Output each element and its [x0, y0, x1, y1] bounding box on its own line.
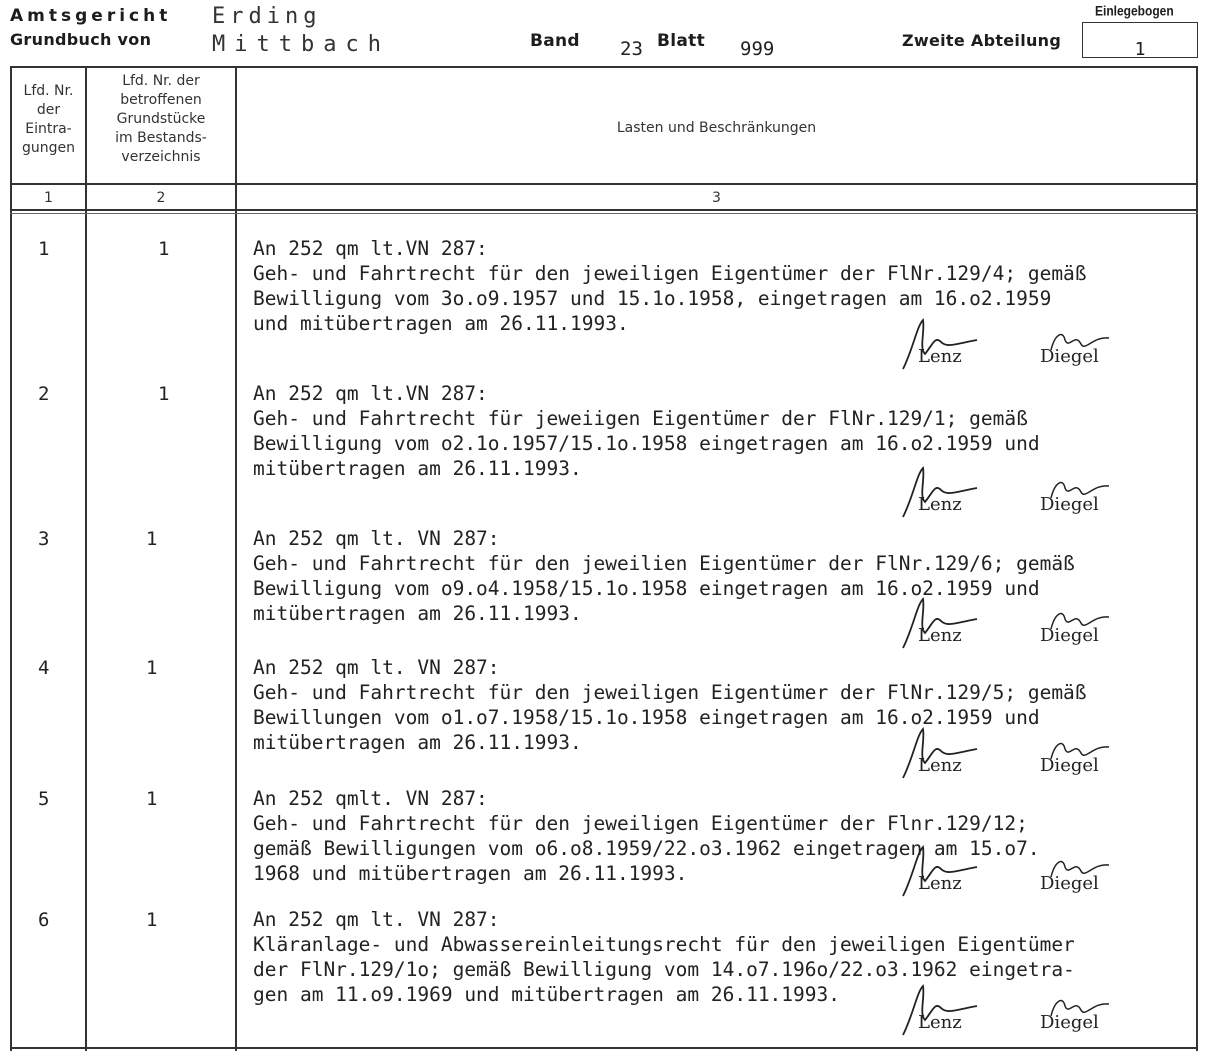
signature-2: Diegel — [1040, 346, 1099, 367]
entry-text-line: Bewilligung vom 3o.o9.1957 und 15.1o.1958, eingetragen am 16.o2.1959 — [253, 287, 1052, 310]
signature-1: Lenz — [918, 625, 962, 646]
insert-label: Einlegebogen — [1095, 3, 1174, 20]
register-value: Mittbach — [212, 32, 390, 57]
signature-2: Diegel — [1040, 873, 1099, 894]
signature-1: Lenz — [918, 1012, 962, 1033]
column-heading-2: Lfd. Nr. der betroffenen Grundstücke im Bestands- verzeichnis — [115, 73, 207, 165]
insert-box — [1082, 22, 1198, 58]
court-value: Erding — [212, 4, 322, 29]
column-heading-1: Lfd. Nr. der Eintra- gungen — [21, 83, 75, 156]
entry-text-line: Kläranlage- und Abwassereinleitungsrecht für den jeweiligen Eigentümer — [253, 933, 1075, 956]
band-value: 23 — [620, 38, 643, 60]
entry-text-line: und mitübertragen am 26.11.1993. — [253, 312, 629, 335]
entry-text-line: gen am 11.o9.1969 und mitübertragen am 26.11.1993. — [253, 983, 840, 1006]
section-label: Zweite Abteilung — [902, 31, 1062, 50]
entry-plot-number: 1 — [158, 238, 170, 260]
column-number-1: 1 — [44, 190, 53, 206]
entry-text-line: An 252 qm lt. VN 287: — [253, 908, 500, 931]
signature-2: Diegel — [1040, 494, 1099, 515]
table-top-border — [10, 66, 1198, 68]
entry-text-line: Geh- und Fahrtrecht für den jeweiligen Eigentümer der Flnr.129/12; — [253, 812, 1028, 835]
entry-text-line: Geh- und Fahrtrecht für den jeweiligen Eigentümer der FlNr.129/5; gemäß — [253, 681, 1087, 704]
table-bottom-border — [10, 1047, 1198, 1049]
entry-plot-number: 1 — [146, 528, 158, 550]
entry-text-line: Geh- und Fahrtrecht für jeweiigen Eigentümer der FlNr.129/1; gemäß — [253, 407, 1028, 430]
signature-2: Diegel — [1040, 755, 1099, 776]
entry-plot-number: 1 — [146, 657, 158, 679]
entry-text-line: Bewilligung vom o2.1o.1957/15.1o.1958 eingetragen am 16.o2.1959 und — [253, 432, 1040, 455]
signature-2: Diegel — [1040, 625, 1099, 646]
entry-text-line: An 252 qm lt. VN 287: — [253, 527, 500, 550]
signature-1: Lenz — [918, 346, 962, 367]
column-number-divider-double — [10, 213, 1198, 214]
signature-1: Lenz — [918, 494, 962, 515]
entry-text-line: An 252 qmlt. VN 287: — [253, 787, 488, 810]
entry-text-line: mitübertragen am 26.11.1993. — [253, 731, 582, 754]
entry-number: 1 — [38, 238, 50, 260]
entry-text-line: An 252 qm lt.VN 287: — [253, 237, 488, 260]
column-number-3: 3 — [712, 190, 721, 206]
court-label: Amtsgericht — [10, 6, 172, 26]
entry-number: 5 — [38, 788, 50, 810]
entry-text-line: Bewilligung vom o9.o4.1958/15.1o.1958 eingetragen am 16.o2.1959 und — [253, 577, 1040, 600]
signature-1: Lenz — [918, 755, 962, 776]
entry-plot-number: 1 — [146, 788, 158, 810]
entry-text-line: mitübertragen am 26.11.1993. — [253, 602, 582, 625]
entry-text-line: An 252 qm lt.VN 287: — [253, 382, 488, 405]
blatt-label: Blatt — [657, 31, 706, 51]
entry-text-line: Geh- und Fahrtrecht für den jeweilien Eigentümer der FlNr.129/6; gemäß — [253, 552, 1075, 575]
signature-1: Lenz — [918, 873, 962, 894]
band-label: Band — [530, 31, 580, 51]
entry-text-line: Bewillungen vom o1.o7.1958/15.1o.1958 eingetragen am 16.o2.1959 und — [253, 706, 1040, 729]
entry-text-line: An 252 qm lt. VN 287: — [253, 656, 500, 679]
signature-2: Diegel — [1040, 1012, 1099, 1033]
entry-text-line: gemäß Bewilligungen vom o6.o8.1959/22.o3.1962 eingetragen am 15.o7. — [253, 837, 1040, 860]
register-label: Grundbuch von — [10, 30, 152, 49]
entry-text-line: 1968 und mitübertragen am 26.11.1993. — [253, 862, 688, 885]
column-number-2: 2 — [156, 190, 166, 206]
entry-number: 2 — [38, 383, 50, 405]
entry-number: 6 — [38, 909, 50, 931]
column-heading-3: Lasten und Beschränkungen — [616, 120, 817, 136]
blatt-value: 999 — [740, 38, 775, 60]
entry-number: 3 — [38, 528, 50, 550]
entry-plot-number: 1 — [146, 909, 158, 931]
entry-text-line: Geh- und Fahrtrecht für den jeweiligen Eigentümer der FlNr.129/4; gemäß — [253, 262, 1087, 285]
header-divider — [10, 183, 1198, 185]
entry-plot-number: 1 — [158, 383, 170, 405]
insert-value: 1 — [1134, 39, 1146, 60]
entry-text-line: der FlNr.129/1o; gemäß Bewilligung vom 14.o7.196o/22.o3.1962 eingetra- — [253, 958, 1075, 981]
entry-text-line: mitübertragen am 26.11.1993. — [253, 457, 582, 480]
entry-number: 4 — [38, 657, 50, 679]
column-number-divider — [10, 209, 1198, 211]
